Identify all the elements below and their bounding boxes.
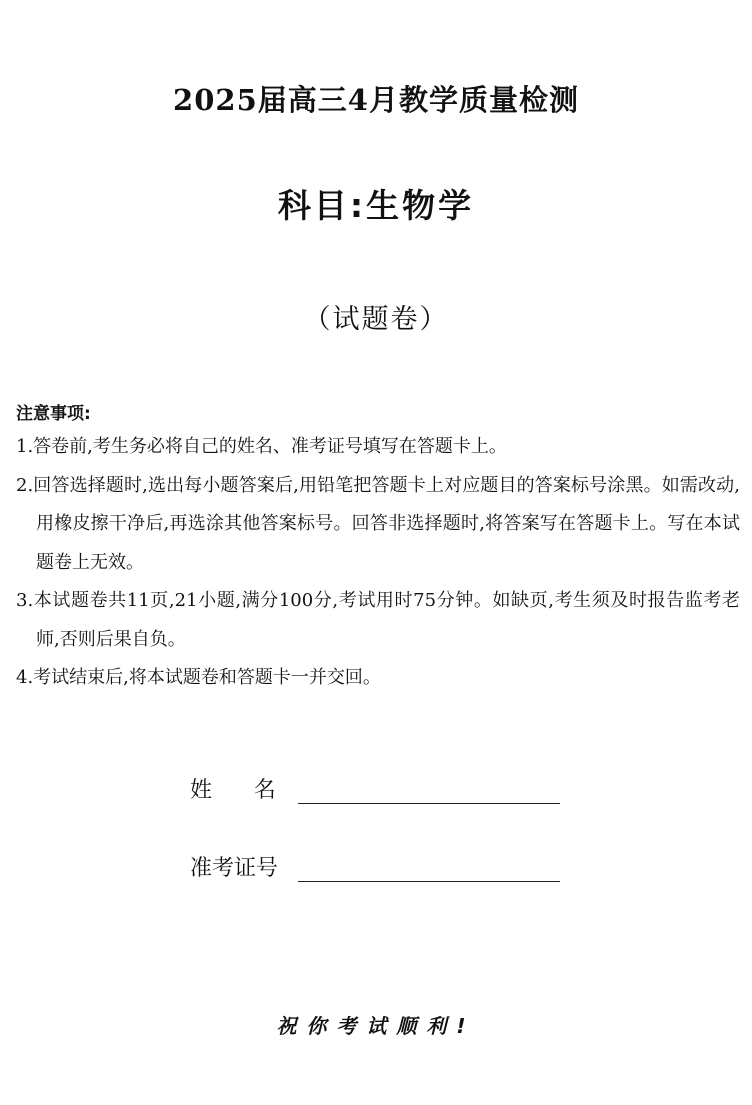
name-row [190, 770, 590, 806]
subject-heading: 科目:生物学 [277, 186, 475, 225]
paper-type-label: （试题卷） [303, 304, 449, 335]
exam-id-label: 准考证号 [190, 856, 279, 881]
notice-item-1: 1.答卷前,考生务必将自己的姓名、准考证号填写在答题卡上。 [16, 436, 507, 457]
notice-section [16, 400, 740, 698]
notice-item-3: 3.本试题卷共11页,21小题,满分100分,考试用时75分钟。如缺页,考生须及时报告监考老师,否则后果自负。 [16, 590, 740, 650]
exam-title: 2025届高三4月教学质量检测 [173, 83, 579, 117]
name-label: 姓名 [190, 778, 318, 803]
good-luck-message: 祝你考试顺利! [276, 1014, 476, 1038]
notice-list [16, 428, 740, 698]
notice-heading: 注意事项: [16, 404, 91, 424]
exam-id-blank-line[interactable] [298, 881, 560, 882]
candidate-info-section [190, 770, 590, 926]
notice-item-2: 2.回答选择题时,选出每小题答案后,用铅笔把答题卡上对应题目的答案标号涂黑。如需改动,用橡皮擦干净后,再选涂其他答案标号。回答非选择题时,将答案写在答题卡上。写在本试题卷上无效。 [16, 474, 740, 573]
notice-item-4: 4.考试结束后,将本试题卷和答题卡一并交回。 [16, 667, 381, 688]
exam-id-row [190, 848, 590, 884]
name-blank-line[interactable] [298, 803, 560, 804]
